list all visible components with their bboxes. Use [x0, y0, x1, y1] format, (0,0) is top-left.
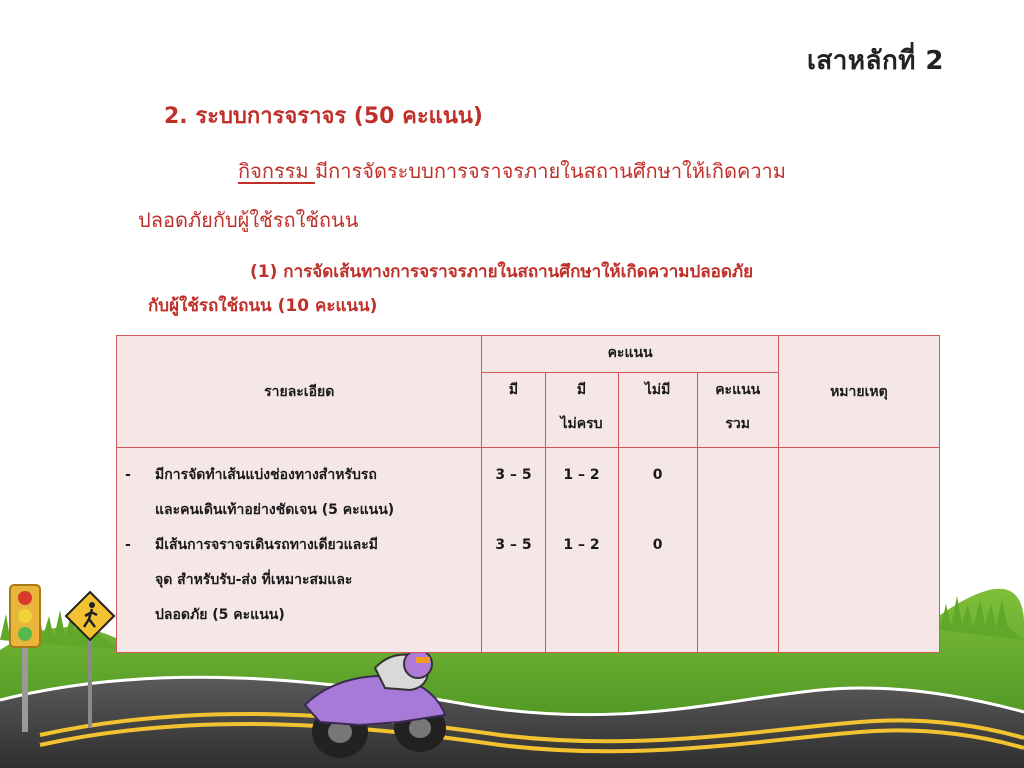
list-item	[125, 458, 473, 528]
detail-text	[155, 528, 378, 633]
section-heading: 2. ระบบการจราจร (50 คะแนน)	[164, 104, 483, 129]
header-partial	[545, 373, 618, 448]
header-note: หมายเหตุ	[778, 336, 939, 448]
score-table	[116, 335, 940, 653]
header-score: คะแนน	[482, 336, 778, 373]
header-total-line1: คะแนน	[715, 382, 761, 398]
header-partial-line2: ไม่ครบ	[560, 416, 603, 432]
score-value: 0	[652, 537, 663, 553]
header-total	[697, 373, 778, 448]
header-none: ไม่มี	[618, 373, 697, 448]
have-cell	[482, 448, 545, 653]
header-detail: รายละเอียด	[117, 336, 482, 448]
partial-cell	[545, 448, 618, 653]
score-value: 1 – 2	[563, 537, 600, 553]
header-total-line2: รวม	[725, 416, 751, 432]
header-have: มี	[482, 373, 545, 448]
score-value: 0	[652, 467, 663, 483]
activity-label: กิจกรรม	[238, 159, 315, 183]
activity-description: มีการจัดระบบการจราจรภายในสถานศึกษาให้เกิดความ	[314, 159, 786, 183]
pillar-title: เสาหลักที่ 2	[807, 46, 944, 76]
table-header-row	[117, 336, 940, 373]
bullet-dash: -	[125, 467, 131, 483]
detail-cell	[117, 448, 482, 653]
detail-line: มีเส้นการจราจรเดินรถทางเดียวและมี	[155, 537, 378, 553]
detail-line: ปลอดภัย (5 คะแนน)	[155, 607, 285, 623]
activity-text	[238, 155, 938, 187]
header-partial-line1: มี	[576, 382, 587, 398]
item-heading-line2: กับผู้ใช้รถใช้ถนน (10 คะแนน)	[148, 296, 378, 316]
detail-line: มีการจัดทำเส้นแบ่งช่องทางสำหรับรถ	[155, 467, 377, 483]
none-cell	[618, 448, 697, 653]
total-cell	[697, 448, 778, 653]
detail-line: และคนเดินเท้าอย่างชัดเจน (5 คะแนน)	[155, 502, 395, 518]
bullet-dash: -	[125, 537, 131, 553]
detail-line: จุด สำหรับรับ-ส่ง ที่เหมาะสมและ	[155, 572, 353, 588]
table-row	[117, 448, 940, 653]
score-value: 1 – 2	[563, 467, 600, 483]
note-cell	[778, 448, 939, 653]
list-item	[125, 528, 473, 633]
score-value: 3 – 5	[495, 467, 532, 483]
detail-text	[155, 458, 394, 528]
item-heading-line1: (1) การจัดเส้นทางการจราจรภายในสถานศึกษาให้เกิดความปลอดภัย	[250, 262, 754, 282]
activity-continuation: ปลอดภัยกับผู้ใช้รถใช้ถนน	[138, 208, 359, 232]
score-value: 3 – 5	[495, 537, 532, 553]
